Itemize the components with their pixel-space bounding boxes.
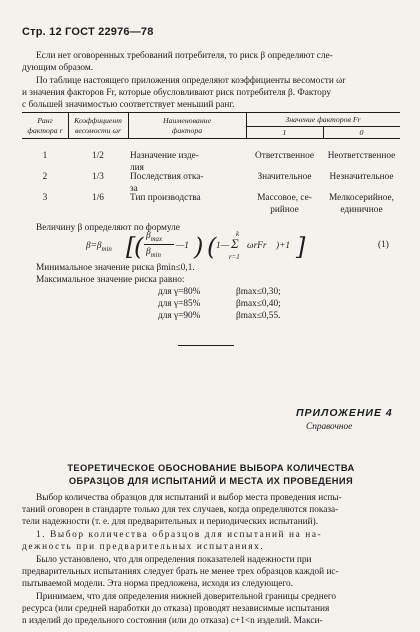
bracket-open: [ — [126, 233, 136, 261]
paren-open: ( — [134, 233, 144, 261]
body-line: ресурса (или средней наработки до отказа) проводят независимые испытания — [22, 604, 330, 614]
header-name: Наименование фактора — [162, 116, 212, 135]
subsection-heading: дежность при предварительных испытаниях. — [22, 542, 265, 552]
cell-v0: Неответственное — [327, 151, 396, 161]
cell-coef: 1/2 — [92, 151, 104, 161]
formula-intro: Величину β определяют по формуле — [36, 223, 180, 233]
section-divider — [178, 345, 234, 346]
cell-rank: 3 — [42, 193, 48, 203]
page-header: Стр. 12 ГОСТ 22976—78 — [22, 26, 154, 38]
bracket-close: ] — [296, 233, 306, 261]
subsection-heading: 1. Выбор количества образцов для испытаний на на- — [36, 530, 323, 540]
appendix-subtitle: Справочное — [306, 422, 353, 432]
frac-denominator: $\beta_{min}$ — [146, 247, 161, 259]
gamma-value: βmax≤0,30; — [236, 287, 281, 297]
one-minus: 1— — [216, 241, 229, 251]
intro-line-5: с большей значимостью соответствует меньший ранг. — [22, 100, 235, 110]
intro-line-3: По таблице настоящего приложения определяют коэффициенты весомости ωr — [36, 76, 346, 86]
cell-v1: Значительное — [257, 172, 312, 182]
cell-name: Последствия отка- за — [130, 172, 204, 194]
fraction-bar — [144, 244, 174, 245]
sum-lower: r=1 — [229, 254, 240, 261]
intro-line-4: и значения факторов Fr, которые обусловливают риск потребителя β. Фактору — [22, 88, 332, 98]
cell-v1: Массовое, се- рийное — [257, 193, 312, 215]
paren-close: ) — [194, 233, 204, 261]
gamma-cond: для γ=90% — [158, 311, 201, 321]
cell-v0: Мелкосерийное, единичное — [329, 193, 394, 215]
body-line: предварительных испытаниях следует брать не менее трех образцов каждой ис- — [22, 567, 339, 577]
intro-line-1: Если нет оговоренных требований потребителя, то риск β определяют сле- — [36, 51, 333, 61]
min-risk: Минимальное значение риска βmin≤0,1. — [36, 263, 195, 273]
gamma-cond: для γ=85% — [158, 299, 201, 309]
intro-line-2: дующим образом. — [22, 63, 94, 73]
cell-v1: Ответственное — [255, 151, 314, 161]
gamma-value: βmax≤0,55. — [236, 311, 281, 321]
gamma-cond: для γ=80% — [158, 287, 201, 297]
body-line: таний оговорен в стандарте только для тех случаев, когда определяются показа- — [22, 505, 339, 515]
body-line: пытываемой модели. Эта норма предложена, исходя из следующего. — [22, 579, 293, 589]
sum-upper: k — [236, 231, 240, 238]
cell-rank: 2 — [42, 172, 48, 182]
body-line: Было установлено, что для определения показателей надежности при — [36, 555, 312, 565]
formula-number: (1) — [378, 240, 389, 250]
max-risk: Максимальное значение риска равно: — [36, 275, 185, 285]
sum-sign: Σ — [231, 236, 239, 251]
formula-close: )+1 — [276, 241, 291, 251]
header-value: Значение факторов Fr — [285, 115, 361, 124]
body-line: Выбор количества образцов для испытаний и выбор места проведения испы- — [36, 493, 342, 503]
header-coef: Коэффициент весомости ωr — [74, 116, 122, 135]
header-value-0: 0 — [359, 128, 364, 137]
paren-open-2: ( — [207, 233, 217, 261]
frac-numerator: $\beta_{max}$ — [146, 231, 162, 243]
cell-name: Тип производства — [130, 193, 201, 203]
sum-term: ωrFr — [247, 241, 267, 251]
cell-v0: Незначительное — [329, 172, 394, 182]
body-line: тели надежности (т. е. для предварительных и периодических испытаний). — [22, 517, 319, 527]
cell-name: Назначение изде- лия — [130, 151, 199, 173]
table-header-rule — [22, 138, 400, 139]
appendix-title: ПРИЛОЖЕНИЕ 4 — [296, 407, 393, 419]
header-rank: Ранг фактора r — [27, 116, 63, 135]
body-line: Принимаем, что для определения нижней доверительной границы среднего — [36, 592, 337, 602]
gamma-value: βmax≤0,40; — [236, 299, 281, 309]
table-top-rule — [22, 112, 400, 113]
minus-one: —1 — [176, 241, 189, 251]
section-title-line-2: ОБРАЗЦОВ ДЛЯ ИСПЫТАНИЙ И МЕСТА ИХ ПРОВЕДЕНИЯ — [68, 476, 354, 486]
cell-coef: 1/6 — [92, 193, 104, 203]
cell-rank: 1 — [42, 151, 48, 161]
formula-lhs: $\beta=\beta_{min}$ — [86, 241, 112, 253]
section-title-line-1: ТЕОРЕТИЧЕСКОЕ ОБОСНОВАНИЕ ВЫБОРА КОЛИЧЕСТВА — [67, 463, 355, 473]
cell-coef: 1/3 — [92, 172, 104, 182]
header-value-1: 1 — [282, 128, 287, 137]
body-line: n изделий до предельного состояния (или до отказа) c+1<n изделий. Макси- — [22, 616, 323, 626]
